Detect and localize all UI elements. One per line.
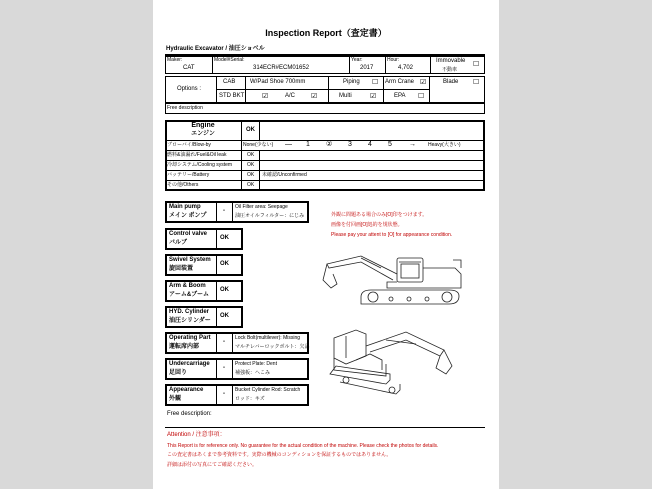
divider bbox=[232, 384, 233, 406]
engine-row-label: バッテリー/Battery bbox=[167, 172, 210, 178]
option-cab: CAB bbox=[223, 79, 236, 85]
divider bbox=[165, 150, 485, 151]
engine-row-status: OK bbox=[247, 172, 255, 178]
red-note: Please pay your attent to [O] for appearance condition. bbox=[331, 232, 453, 238]
divider bbox=[165, 140, 485, 141]
attention-line: この査定書はあくまで参考資料です。実際の機械のコンディションを保証するものではありません。 bbox=[167, 452, 392, 458]
section-title-en: Main pump bbox=[169, 204, 201, 210]
option-blade: Blade bbox=[443, 79, 459, 85]
divider bbox=[259, 120, 260, 140]
divider bbox=[216, 89, 383, 90]
divider bbox=[232, 332, 233, 354]
blowby-scale-start: — bbox=[285, 141, 292, 148]
year-label: Year: bbox=[351, 57, 363, 63]
section-status: OK bbox=[220, 235, 229, 241]
divider bbox=[216, 306, 217, 328]
divider bbox=[216, 254, 217, 276]
engine-row-status: OK bbox=[247, 152, 255, 158]
option-ac: A/C bbox=[285, 93, 296, 99]
engine-row-note: 未確認/Unconfirmed bbox=[262, 172, 307, 178]
section-title-jp: 旋回装置 bbox=[169, 266, 194, 272]
engine-title-jp: エンジン bbox=[191, 131, 215, 137]
section-note-jp: ロッド：キズ bbox=[235, 396, 265, 402]
epa-checkbox[interactable]: ☐ bbox=[418, 93, 425, 100]
blowby-label: ブローバイ/Blow-by bbox=[167, 142, 211, 148]
maker-label: Maker: bbox=[167, 57, 183, 63]
divider bbox=[165, 170, 485, 171]
excavator-side-view-image bbox=[321, 244, 471, 316]
section-title-jp: 油圧シリンダー bbox=[169, 318, 211, 324]
section-title-jp: バルブ bbox=[169, 240, 188, 246]
maker-value: CAT bbox=[183, 65, 195, 71]
blowby-scale-4: 4 bbox=[368, 141, 372, 148]
divider bbox=[216, 201, 217, 223]
hour-label: Hour: bbox=[387, 57, 400, 63]
blowby-none-label: None(少ない) bbox=[243, 142, 274, 148]
immovable-checkbox[interactable]: ☐ bbox=[473, 61, 480, 68]
divider bbox=[216, 358, 217, 380]
divider bbox=[216, 384, 217, 406]
options-label: Options : bbox=[177, 86, 202, 92]
section-status: - bbox=[223, 208, 225, 214]
engine-row-label: 燃料&油漏れ/Fuel&Oil leak bbox=[167, 152, 227, 158]
immovable-jp-label: 不動車 bbox=[442, 67, 458, 73]
section-title-en: Arm & Boom bbox=[169, 283, 206, 289]
attention-line: 詳細は添付の写真にてご確認ください。 bbox=[167, 462, 258, 468]
section-title-jp: 足回り bbox=[169, 370, 188, 376]
option-epa: EPA bbox=[394, 93, 406, 99]
model-label: Model#Serial: bbox=[214, 57, 245, 63]
section-status: OK bbox=[220, 287, 229, 293]
model-value: 314ECR#ECM01652 bbox=[253, 65, 310, 71]
divider bbox=[383, 89, 429, 90]
divider bbox=[165, 160, 485, 161]
section-note-en: Lock Bolt(multilever): Missing bbox=[235, 335, 301, 341]
attention-title: Attention / 注意事項： bbox=[167, 432, 226, 438]
section-title-en: HYD. Cylinder bbox=[169, 309, 210, 315]
blowby-scale-1: 1 bbox=[306, 141, 310, 148]
option-multi: Multi bbox=[339, 93, 352, 99]
blowby-scale-arrow: → bbox=[409, 141, 416, 148]
engine-row-status: OK bbox=[247, 182, 255, 188]
divider bbox=[232, 201, 233, 223]
divider bbox=[245, 76, 246, 103]
section-title-jp: 外観 bbox=[169, 396, 182, 402]
engine-row-label: 冷却システム/Cooling system bbox=[167, 162, 233, 168]
section-note-jp: マルチレバーロックボルト：欠品 bbox=[235, 344, 310, 350]
blowby-scale-5: 5 bbox=[388, 141, 392, 148]
year-value: 2017 bbox=[360, 65, 374, 71]
section-title-jp: メイン ポンプ bbox=[169, 213, 207, 219]
engine-title-en: Engine bbox=[191, 122, 215, 129]
inspection-sheet bbox=[153, 0, 499, 489]
divider bbox=[430, 56, 431, 74]
red-note: 外観に問題ある場合のみ[O]印をつけます。 bbox=[331, 212, 428, 218]
divider bbox=[429, 76, 430, 103]
section-status: - bbox=[223, 339, 225, 345]
section-title-en: Swivel System bbox=[169, 257, 211, 263]
section-title-en: Control valve bbox=[169, 231, 208, 237]
section-title-en: Operating Part bbox=[169, 335, 211, 341]
divider bbox=[212, 56, 213, 74]
std-bkt-checkbox[interactable]: ☑ bbox=[262, 93, 269, 100]
divider bbox=[165, 180, 485, 181]
immovable-label: Immovable bbox=[436, 58, 466, 64]
section-status: - bbox=[223, 365, 225, 371]
divider bbox=[165, 427, 485, 428]
free-description-label: Free description bbox=[167, 105, 203, 111]
divider bbox=[216, 280, 217, 302]
arm-crane-checkbox[interactable]: ☑ bbox=[420, 79, 427, 86]
engine-status: OK bbox=[246, 127, 255, 133]
section-status: - bbox=[223, 391, 225, 397]
engine-row-status: OK bbox=[247, 162, 255, 168]
divider bbox=[349, 56, 350, 74]
section-note-jp: 油圧オイルフィルター：にじみ bbox=[235, 213, 305, 219]
ac-checkbox[interactable]: ☑ bbox=[311, 93, 318, 100]
excavator-rear-view-image bbox=[326, 322, 456, 402]
blowby-scale-2-selected: ② bbox=[326, 141, 333, 148]
option-arm-crane: Arm Crane bbox=[385, 79, 415, 85]
section-title-en: Appearance bbox=[169, 387, 204, 393]
divider bbox=[216, 332, 217, 354]
section-note-en: Protect Plate: Dent bbox=[235, 361, 277, 367]
section-title-en: Undercarriage bbox=[169, 361, 210, 367]
divider bbox=[328, 76, 329, 103]
option-piping: Piping bbox=[343, 79, 360, 85]
section-title-jp: アーム&ブーム bbox=[169, 292, 209, 298]
report-title: Inspection Report（査定書） bbox=[265, 28, 387, 38]
section-title-jp: 運転席内部 bbox=[169, 344, 200, 350]
piping-checkbox[interactable]: ☐ bbox=[372, 79, 379, 86]
section-note-jp: 補強板：へこみ bbox=[235, 370, 271, 376]
blowby-scale-3: 3 bbox=[348, 141, 352, 148]
divider bbox=[232, 358, 233, 380]
multi-checkbox[interactable]: ☑ bbox=[370, 93, 377, 100]
blade-checkbox[interactable]: ☐ bbox=[473, 79, 480, 86]
engine-row-label: その他/Others bbox=[167, 182, 199, 188]
section-status: OK bbox=[220, 261, 229, 267]
machine-type-header: Hydraulic Excavator / 油圧ショベル bbox=[166, 46, 265, 52]
divider bbox=[385, 56, 386, 74]
option-shoe: W/Pad Shoe 700mm bbox=[250, 79, 306, 85]
section-note-en: Oil Filter area: Seepage bbox=[235, 204, 288, 210]
red-note: 画像を付回画[O]処的を規状態。 bbox=[331, 222, 403, 228]
blowby-heavy-label: Heavy(大きい) bbox=[428, 142, 461, 148]
attention-line: This Report is for reference only. No guarantee for the actual condition of the machine. Please check the photos for details. bbox=[167, 443, 439, 449]
free-description-2-label: Free description: bbox=[167, 411, 212, 417]
section-status: OK bbox=[220, 313, 229, 319]
divider bbox=[216, 228, 217, 250]
option-std-bkt: STD BKT bbox=[219, 93, 245, 99]
free-description-box bbox=[165, 103, 485, 114]
hour-value: 4,702 bbox=[398, 65, 414, 71]
section-note-en: Bucket Cylinder Rod: Scratch bbox=[235, 387, 301, 393]
